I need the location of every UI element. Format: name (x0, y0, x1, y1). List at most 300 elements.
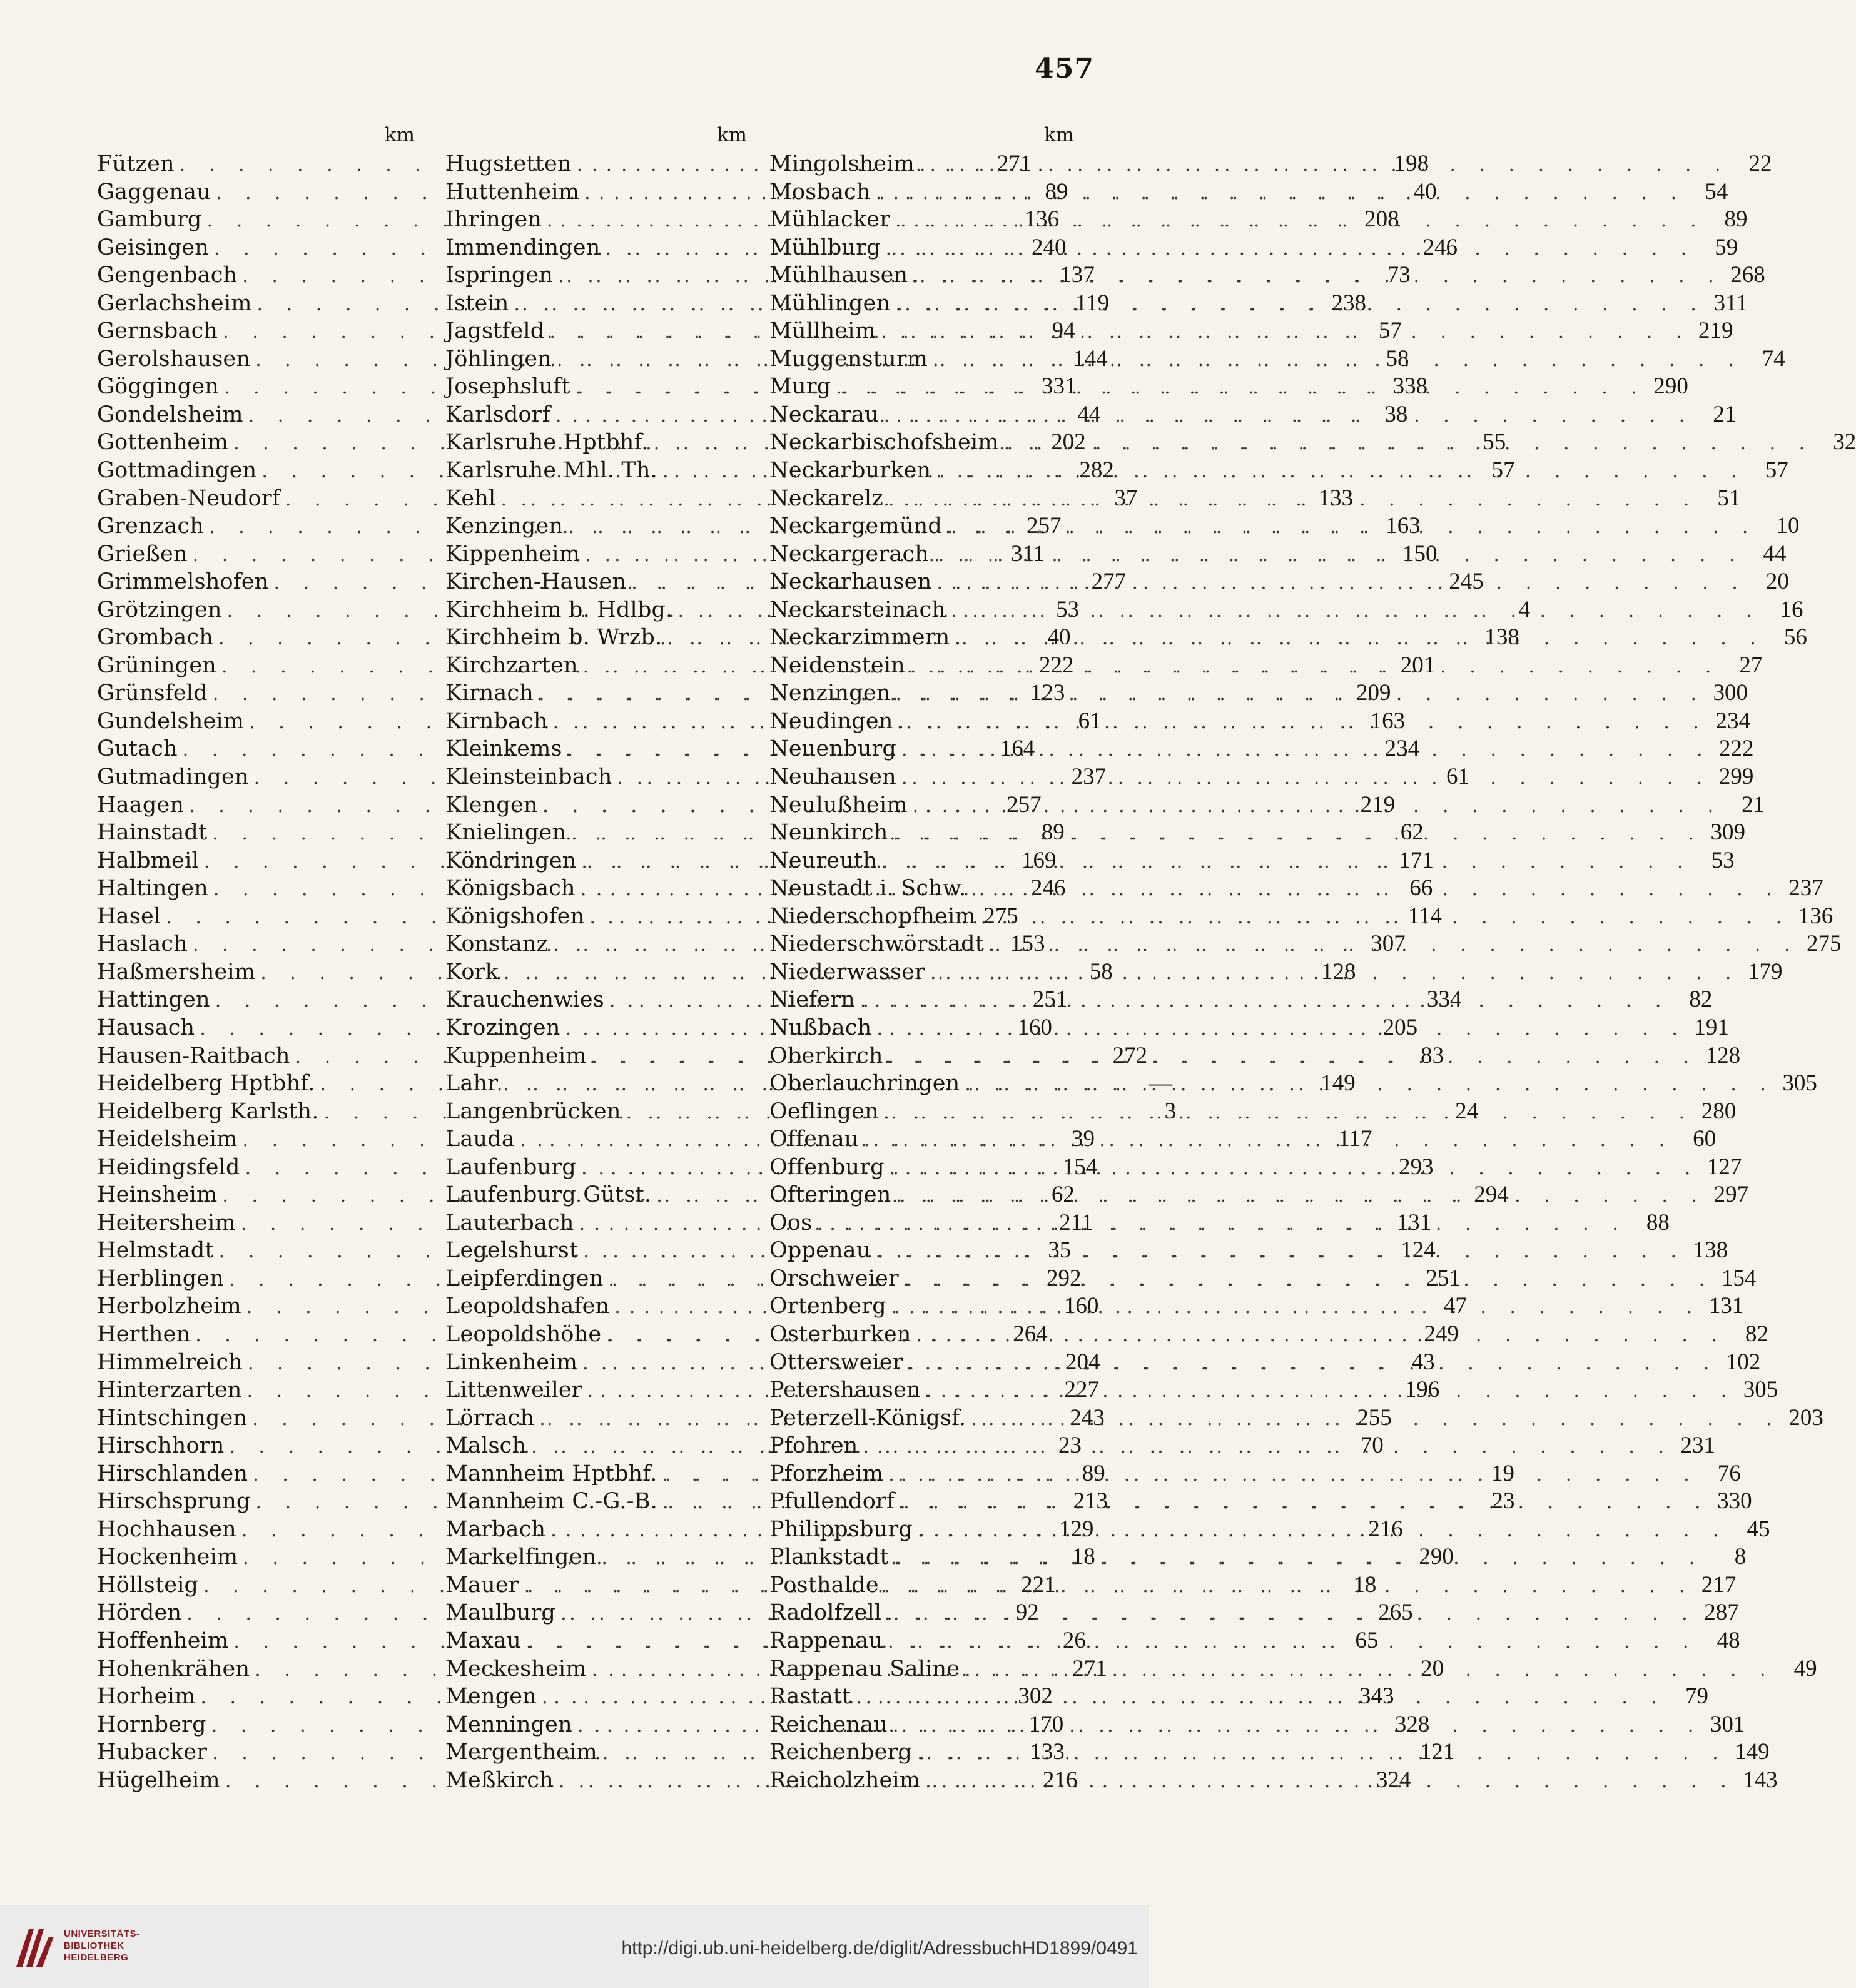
place-name: Heidelsheim (97, 1127, 238, 1152)
distance-km: 275 (1807, 931, 1842, 957)
distance-km: 124 (1401, 1237, 1436, 1264)
leader-dots (960, 1071, 1775, 1099)
distance-km: 163 (1370, 707, 1406, 734)
distance-km: 89 (1724, 206, 1748, 233)
place-name: Peterzell-Königsf. (769, 1405, 966, 1431)
distance-km: 245 (1449, 569, 1484, 595)
leader-dots (925, 960, 1740, 988)
distance-km: 24 (1455, 1098, 1479, 1124)
leader-dots (831, 374, 1646, 402)
distance-km: 45 (1747, 1516, 1770, 1542)
distance-km: 117 (1338, 1126, 1372, 1152)
place-name: Konstanz (445, 931, 549, 957)
leader-dots (899, 1266, 1714, 1294)
distance-km: 21 (1742, 791, 1765, 818)
place-name: Haslach (97, 931, 188, 957)
distance-km: 277 (1091, 569, 1127, 595)
place-name: Josephsluft (445, 374, 570, 400)
distance-km: 282 (1079, 457, 1114, 484)
place-name: Leopoldshafen (445, 1294, 610, 1319)
distance-km: 290 (1653, 373, 1688, 400)
distance-km: 160 (1017, 1014, 1052, 1040)
distance-km: 294 (1474, 1182, 1509, 1208)
place-name: Marbach (445, 1516, 546, 1542)
place-name: Niederschwörstadt (769, 931, 985, 957)
leader-dots (931, 458, 1746, 486)
leader-dots (920, 1768, 1735, 1796)
distance-km: 57 (1378, 318, 1402, 344)
logo-line: HEIDELBERG (64, 1952, 129, 1963)
place-name: Höllsteig (97, 1572, 199, 1598)
place-name: Rappenau (769, 1628, 883, 1653)
distance-km: 154 (1062, 1154, 1098, 1180)
place-name: Heidelberg Karlsth. (97, 1098, 319, 1124)
distance-km: 331 (1042, 373, 1077, 400)
leader-dots (946, 597, 1761, 626)
place-name: Leopoldshöhe (445, 1321, 602, 1347)
distance-km: 66 (1409, 875, 1433, 901)
distance-km: 131 (1708, 1293, 1744, 1319)
distance-km: 83 (1421, 1042, 1444, 1068)
place-name: Oberkirch (769, 1043, 883, 1068)
place-name: Kirchzarten (445, 652, 578, 678)
distance-km: 271 (996, 151, 1032, 176)
place-name: Hornberg (97, 1712, 206, 1737)
distance-km: 92 (1015, 1600, 1039, 1626)
distance-km: 123 (1030, 680, 1065, 706)
distance-km: 59 (1715, 234, 1738, 260)
place-name: Helmstadt (97, 1238, 214, 1264)
leader-dots (984, 931, 1799, 960)
leader-dots (885, 1155, 1700, 1183)
place-name: Haßmersheim (97, 959, 256, 985)
place-name: Laufenburg (445, 1154, 576, 1180)
place-name: Offenburg (769, 1154, 885, 1180)
leader-dots (879, 1099, 1694, 1127)
distance-km: 58 (1089, 958, 1113, 985)
place-name: Gamburg (97, 207, 202, 233)
distance-km: 62 (1400, 819, 1424, 846)
distance-km: 22 (1748, 151, 1772, 176)
distance-km: 138 (1693, 1237, 1728, 1264)
distance-km: 307 (1371, 931, 1406, 957)
place-name: Grenzach (97, 514, 204, 539)
distance-km: 338 (1392, 373, 1428, 400)
distance-km: 3 (1164, 1098, 1177, 1124)
distance-km: 18 (1072, 1544, 1095, 1570)
distance-km: 61 (1078, 707, 1102, 734)
leader-dots (921, 1377, 1736, 1406)
distance-km: 202 (1051, 429, 1086, 455)
place-name: Hügelheim (97, 1767, 220, 1793)
place-name: Neckarburken (769, 458, 931, 484)
distance-km: 129 (1058, 1516, 1094, 1542)
place-name: Rastatt (769, 1684, 851, 1710)
distance-km: 32 (1833, 429, 1856, 455)
column-unit-label: km (716, 124, 747, 146)
distance-km: 221 (1021, 1571, 1056, 1598)
distance-km: 246 (1030, 875, 1066, 901)
place-name: Niederschopfheim (769, 903, 976, 929)
distance-km: 311 (1011, 540, 1045, 567)
distance-km: 57 (1491, 457, 1515, 484)
distance-km: 128 (1705, 1042, 1741, 1068)
place-name: Krauchenwies (445, 987, 604, 1013)
place-name: Herthen (97, 1321, 191, 1347)
leader-dots (883, 1628, 1698, 1656)
place-name: Philippsburg (769, 1516, 913, 1542)
place-name: Huttenheim (445, 179, 580, 205)
distance-km: 208 (1364, 206, 1399, 233)
place-name: Gutmadingen (97, 764, 249, 790)
distance-km: 121 (1419, 1739, 1455, 1765)
place-name: Herbolzheim (97, 1294, 241, 1319)
leader-dots (871, 180, 1686, 208)
distance-km: 300 (1713, 680, 1748, 706)
place-name: Mühlacker (769, 207, 891, 233)
distance-km: 82 (1745, 1321, 1769, 1347)
distance-km: 102 (1725, 1349, 1761, 1375)
place-name: Neuhausen (769, 764, 896, 790)
leader-dots (855, 987, 1670, 1015)
distance-km: 280 (1701, 1098, 1737, 1124)
distance-km: 119 (1075, 290, 1110, 316)
distance-km: 169 (1021, 847, 1057, 873)
distance-km: 58 (1386, 345, 1409, 372)
place-name: Geisingen (97, 235, 210, 260)
distance-km: 240 (1032, 234, 1067, 260)
distance-km: 37 (1114, 485, 1138, 511)
source-url-link[interactable]: http://digi.ub.uni-heidelberg.de/diglit/AdressbuchHD1899/0491 (621, 1938, 1138, 1959)
leader-dots (890, 291, 1705, 319)
distance-km: 133 (1030, 1739, 1065, 1765)
place-name: Jöhlingen (445, 346, 552, 372)
place-name: Gottenheim (97, 430, 229, 455)
place-name: Pfohren (769, 1433, 858, 1459)
place-name: Mergentheim (445, 1740, 597, 1765)
distance-km: 217 (1701, 1571, 1737, 1598)
place-name: Reichenau (769, 1712, 888, 1737)
distance-km: 163 (1386, 513, 1421, 539)
leader-dots (876, 318, 1691, 347)
place-name: Posthalde (769, 1572, 879, 1598)
distance-km: 237 (1788, 875, 1823, 901)
place-name: Hoffenheim (97, 1628, 229, 1653)
place-name: Lahr (445, 1071, 499, 1097)
place-name: Istein (445, 290, 509, 316)
place-name: Klengen (445, 792, 538, 818)
place-name: Neckarbischofsheim (769, 430, 999, 455)
distance-km: 216 (1042, 1767, 1078, 1793)
place-name: Kleinsteinbach (445, 764, 612, 790)
distance-km: 114 (1407, 903, 1442, 929)
place-name: Neudingen (769, 708, 893, 734)
distance-km: 40 (1047, 624, 1071, 651)
place-name: Kuppenheim (445, 1043, 587, 1068)
distance-km: 257 (1027, 513, 1062, 539)
place-name: Hausen-Raitbach (97, 1043, 290, 1068)
place-name: Mannheim Hptbhf. (445, 1461, 657, 1486)
distance-km: 43 (1411, 1349, 1435, 1375)
leader-dots (893, 709, 1708, 737)
place-name: Murg (769, 374, 831, 400)
distance-km: 249 (1424, 1321, 1459, 1347)
place-name: Gutach (97, 736, 178, 762)
place-name: Mühlhausen (769, 263, 908, 288)
place-name: Niefern (769, 987, 855, 1013)
distance-km: 137 (1060, 262, 1095, 288)
place-name: Ihringen (445, 207, 542, 233)
distance-km: 275 (983, 903, 1018, 929)
place-name: Hochhausen (97, 1516, 236, 1542)
distance-km: 171 (1399, 847, 1434, 873)
leader-dots (871, 1015, 1686, 1043)
place-name: Königshofen (445, 903, 585, 929)
place-name: Hirschlanden (97, 1461, 248, 1486)
distance-km: 205 (1382, 1014, 1418, 1040)
leader-dots (895, 1489, 1710, 1517)
place-name: Hattingen (97, 987, 210, 1013)
place-name: Heitersheim (97, 1210, 236, 1235)
distance-km: 143 (1743, 1767, 1778, 1793)
distance-km: 57 (1765, 457, 1788, 484)
place-name: Reichenberg (769, 1740, 913, 1765)
distance-km: 191 (1694, 1014, 1729, 1040)
place-name: Leipferdingen (445, 1265, 604, 1291)
place-name: Neureuth (769, 848, 878, 873)
distance-km: 54 (1705, 178, 1728, 205)
distance-km: 82 (1689, 986, 1713, 1013)
distance-km: 222 (1038, 652, 1074, 678)
distance-km: 211 (1059, 1209, 1093, 1235)
distance-km: 23 (1491, 1488, 1515, 1514)
distance-km: 79 (1685, 1683, 1708, 1710)
distance-km: 23 (1058, 1433, 1082, 1459)
distance-km: 53 (1711, 847, 1735, 873)
leader-dots (929, 542, 1744, 570)
distance-km: 138 (1484, 624, 1519, 651)
leader-dots (889, 1544, 1704, 1573)
place-name: Hintschingen (97, 1405, 248, 1431)
place-name: Heidelberg Hptbhf. (97, 1071, 315, 1097)
distance-km: 343 (1359, 1683, 1394, 1710)
place-name: Gondelsheim (97, 402, 243, 427)
place-name: Kirchheim b. Wrzb. (445, 625, 662, 651)
place-name: Neidenstein (769, 652, 905, 678)
leader-dots (871, 1238, 1686, 1266)
distance-km: 76 (1717, 1460, 1741, 1486)
distance-km: 297 (1713, 1182, 1749, 1208)
place-name: Pforzheim (769, 1461, 884, 1486)
distance-km: 251 (1426, 1265, 1461, 1291)
place-name: Maulburg (445, 1600, 556, 1626)
distance-km: 89 (1082, 1460, 1105, 1486)
leader-dots (891, 1182, 1706, 1210)
place-name: Lauterbach (445, 1210, 574, 1235)
place-name: Hörden (97, 1600, 182, 1626)
place-name: Grünsfeld (97, 681, 208, 706)
place-name: Ispringen (445, 263, 554, 288)
place-name: Mosbach (769, 179, 871, 205)
distance-km: 73 (1387, 262, 1411, 288)
distance-km: 144 (1073, 345, 1108, 372)
leader-dots (966, 876, 1781, 904)
leader-dots (931, 569, 1747, 597)
viewer-footer (0, 1905, 1149, 1988)
distance-km: 222 (1719, 736, 1754, 762)
distance-km: 61 (1446, 764, 1469, 790)
distance-km: 203 (1788, 1404, 1823, 1431)
distance-km: 179 (1747, 958, 1783, 985)
leader-dots (908, 793, 1723, 821)
distance-km: 219 (1360, 791, 1396, 818)
place-name: Hainstadt (97, 820, 208, 846)
place-name: Radolfzell (769, 1600, 882, 1626)
distance-km: 238 (1331, 290, 1367, 316)
distance-km: 160 (1063, 1293, 1099, 1319)
distance-km: 209 (1356, 680, 1391, 706)
place-name: Hohenkrähen (97, 1656, 250, 1681)
distance-km: 38 (1384, 401, 1408, 427)
distance-km: 255 (1357, 1404, 1392, 1431)
leader-dots (883, 1043, 1698, 1072)
place-name: Heinsheim (97, 1182, 218, 1208)
place-name: Karlsruhe Mhl. Th. (445, 458, 657, 484)
distance-km: 309 (1710, 819, 1745, 846)
distance-km: 301 (1710, 1711, 1745, 1737)
distance-km: 201 (1400, 652, 1436, 678)
distance-km: 74 (1762, 345, 1785, 372)
distance-km: 4 (1518, 596, 1530, 622)
leader-dots (879, 1573, 1694, 1601)
distance-km: 49 (1793, 1655, 1817, 1681)
distance-km: 149 (1321, 1070, 1356, 1097)
distance-km: 65 (1355, 1627, 1379, 1653)
place-name: Himmelreich (97, 1349, 243, 1375)
place-name: Offenau (769, 1127, 859, 1152)
distance-km: 20 (1765, 569, 1789, 595)
place-name: Königsbach (445, 876, 576, 901)
place-name: Reicholzheim (769, 1767, 921, 1793)
distance-km: 89 (1045, 178, 1068, 205)
distance-km: 234 (1715, 707, 1750, 734)
distance-km: 16 (1780, 596, 1803, 622)
place-name: Menningen (445, 1712, 572, 1737)
place-name: Hausach (97, 1015, 195, 1040)
leader-dots (908, 263, 1723, 291)
place-name: Neckarau (769, 402, 879, 427)
distance-km: 246 (1422, 234, 1458, 260)
place-name: Meßkirch (445, 1767, 554, 1793)
distance-km: 216 (1368, 1516, 1403, 1542)
place-name: Göggingen (97, 374, 220, 400)
distance-km: 328 (1394, 1711, 1430, 1737)
distance-km: 264 (1013, 1321, 1048, 1347)
place-name: Haltingen (97, 876, 208, 901)
distance-km: 94 (1052, 318, 1075, 344)
leader-dots (883, 1461, 1698, 1489)
distance-km: 35 (1048, 1237, 1072, 1264)
leader-dots (896, 764, 1711, 793)
distance-km: 8 (1734, 1544, 1747, 1570)
column-unit-label: km (1043, 124, 1074, 146)
place-name: Immendingen (445, 235, 601, 260)
distance-km: 198 (1394, 151, 1429, 176)
distance-km: 330 (1717, 1488, 1752, 1514)
distance-km: 231 (1680, 1433, 1716, 1459)
place-name: Mühlingen (769, 290, 891, 316)
distance-km: 21 (1713, 401, 1737, 427)
distance-km: 170 (1028, 1711, 1064, 1737)
place-name: Jagstfeld (445, 318, 545, 344)
distance-km: 19 (1491, 1460, 1515, 1486)
place-name: Müllheim (769, 318, 876, 344)
distance-km: 127 (1706, 1154, 1742, 1180)
distance-km: 272 (1112, 1042, 1148, 1068)
place-name: Grimmelshofen (97, 569, 269, 595)
place-name: Neckarhausen (769, 569, 932, 595)
place-name: Hubacker (97, 1740, 208, 1765)
university-library-logo-icon (11, 1923, 61, 1973)
distance-km: 334 (1426, 986, 1462, 1013)
directory-entry (769, 596, 1803, 624)
distance-km: 53 (1056, 596, 1080, 622)
place-name: Oos (769, 1210, 813, 1235)
leader-dots (913, 1517, 1728, 1545)
leader-dots (912, 1740, 1727, 1768)
leader-dots (942, 514, 1757, 542)
leader-dots (915, 151, 1730, 180)
place-name: Kirnach (445, 681, 534, 706)
place-name: Karlsdorf (445, 402, 550, 427)
distance-km: 305 (1743, 1377, 1778, 1403)
leader-dots (950, 625, 1765, 653)
distance-km: 268 (1730, 262, 1765, 288)
place-name: Hasel (97, 903, 161, 929)
distance-km: 196 (1404, 1377, 1440, 1403)
distance-km: 302 (1018, 1683, 1053, 1710)
place-name: Linkenheim (445, 1349, 578, 1375)
place-name: Knielingen (445, 820, 567, 846)
place-name: Gernsbach (97, 318, 218, 344)
distance-km: 39 (1072, 1126, 1095, 1152)
place-name: Gundelsheim (97, 708, 245, 734)
leader-dots (896, 736, 1711, 764)
place-name: Mauer (445, 1572, 519, 1598)
leader-dots (881, 1600, 1696, 1628)
distance-km: 153 (1010, 931, 1045, 957)
place-name: Kirchheim b. Hdlbg. (445, 597, 673, 622)
distance-km: 62 (1051, 1182, 1075, 1208)
leader-dots (911, 1322, 1727, 1350)
distance-km: 128 (1321, 958, 1356, 985)
place-name: Legelshurst (445, 1238, 579, 1264)
distance-km: 88 (1646, 1209, 1670, 1235)
distance-km: 324 (1376, 1767, 1411, 1793)
distance-km: 237 (1071, 764, 1107, 790)
place-name: Littenweiler (445, 1377, 582, 1403)
place-name: Hockenheim (97, 1544, 238, 1570)
distance-km: 154 (1721, 1265, 1757, 1291)
leader-dots (976, 904, 1791, 932)
place-name: Oeflingen (769, 1098, 879, 1124)
distance-km: 47 (1443, 1293, 1467, 1319)
place-name: Gottmadingen (97, 458, 257, 484)
place-name: Gaggenau (97, 179, 211, 205)
place-name: Herblingen (97, 1265, 224, 1291)
place-name: Rappenau Saline (769, 1656, 960, 1681)
distance-km: 20 (1421, 1655, 1444, 1681)
